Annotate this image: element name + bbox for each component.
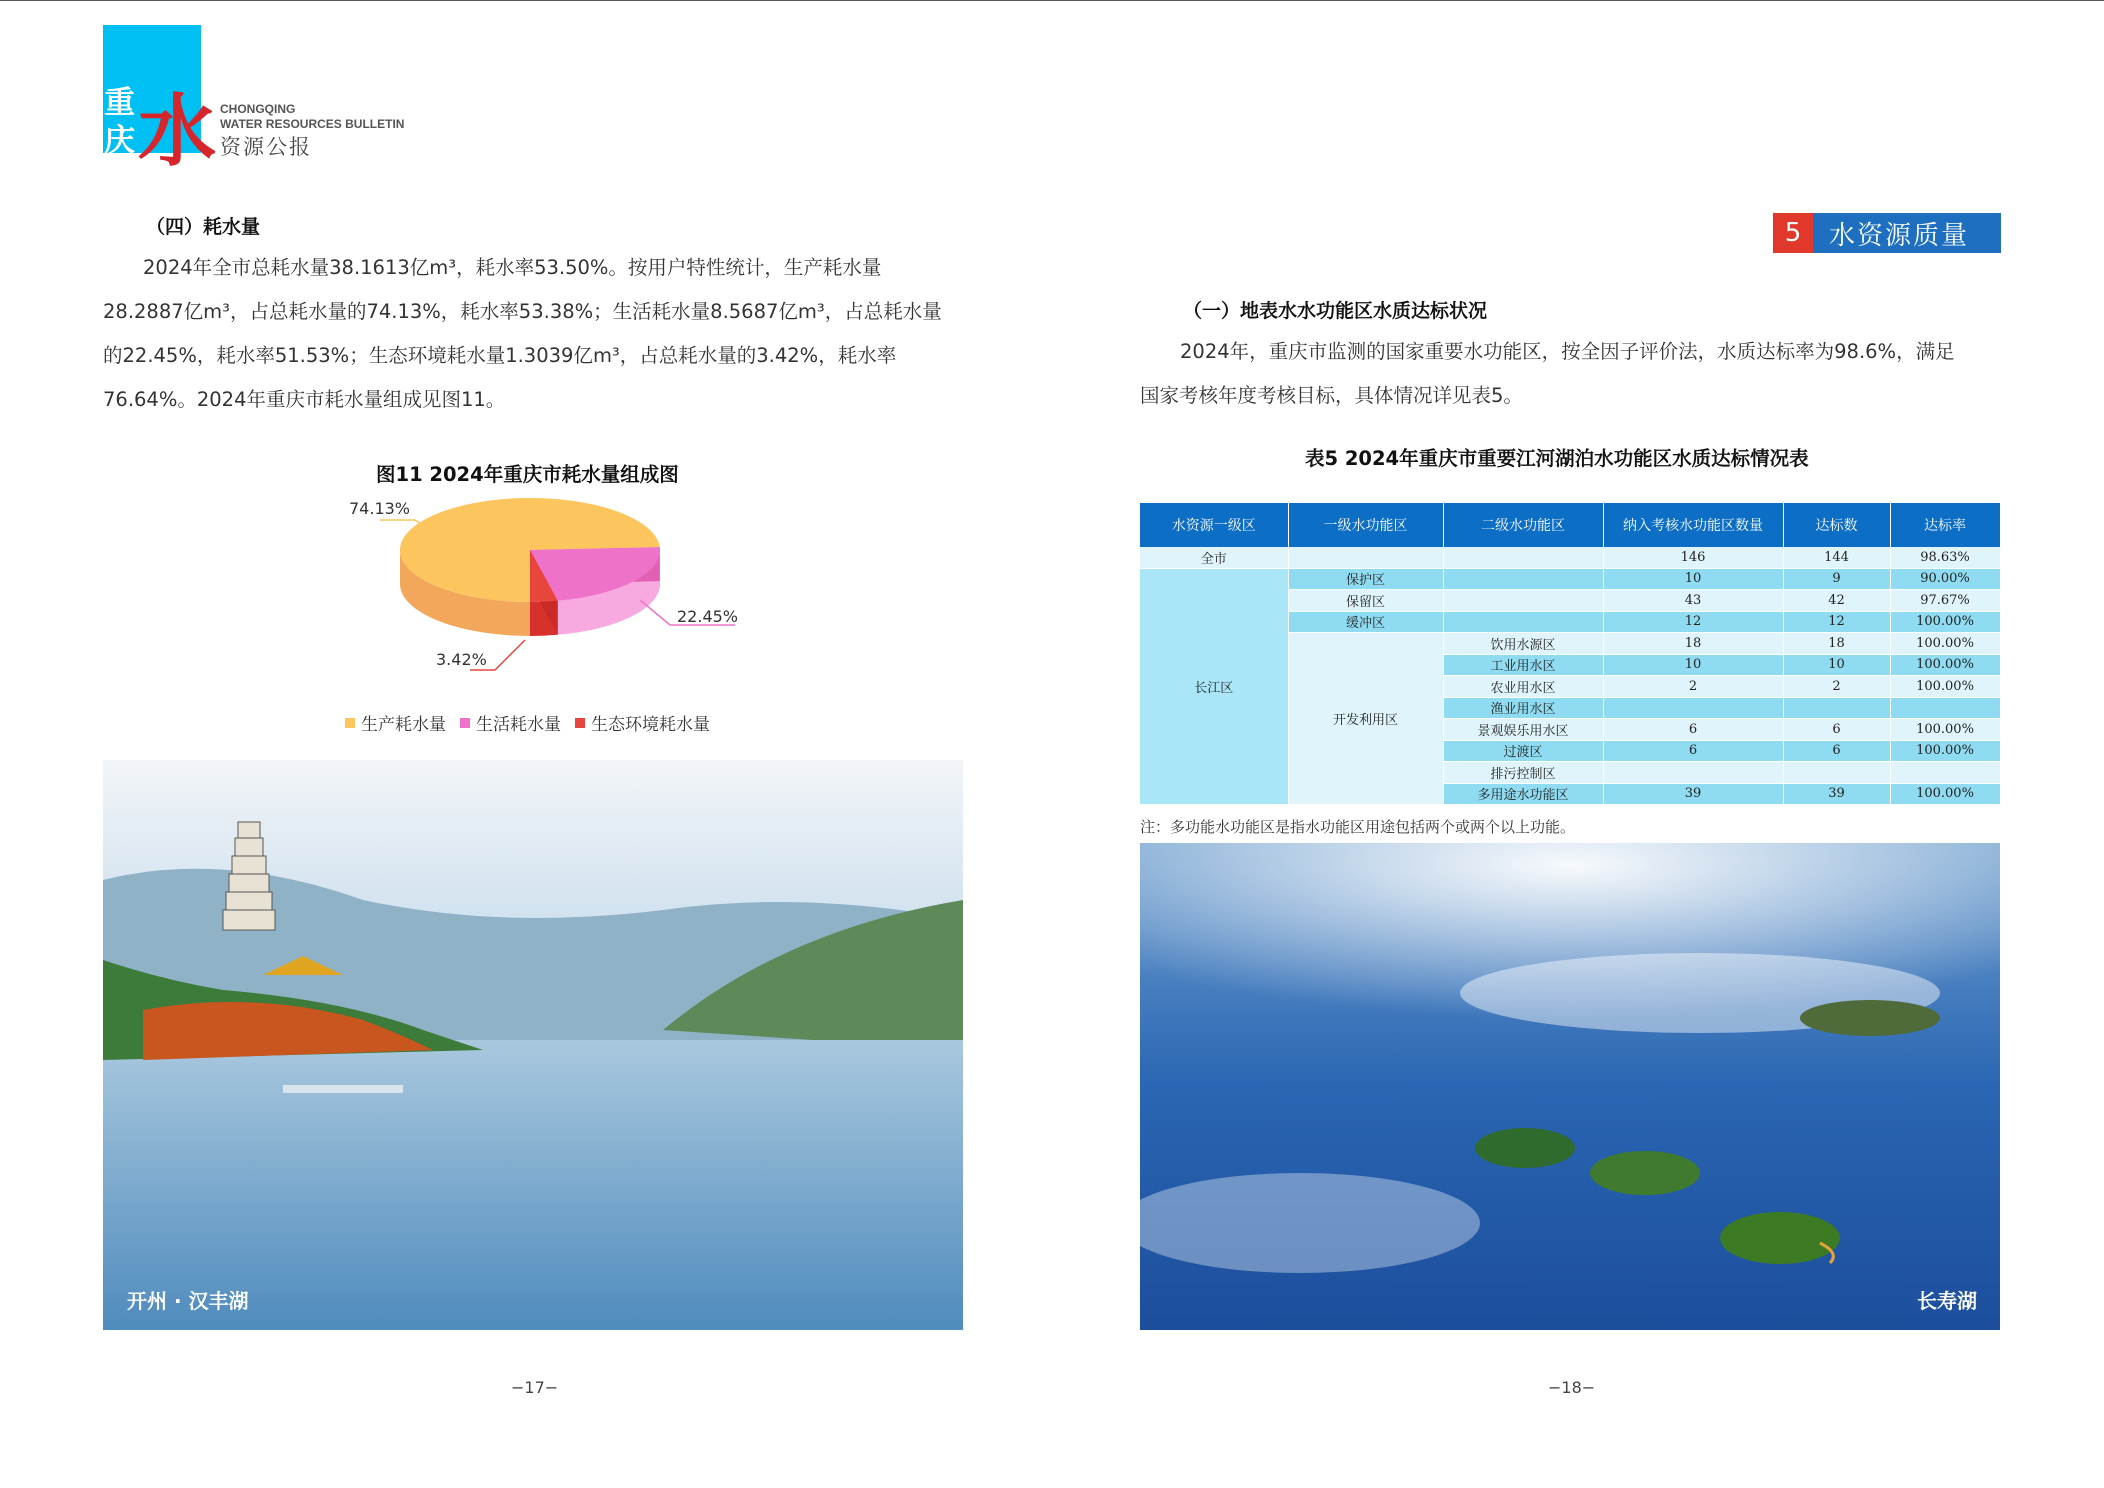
table-row: 开发利用区 饮用水源区 18 18 100.00% xyxy=(1140,633,2000,655)
logo-english: CHONGQING WATER RESOURCES BULLETIN xyxy=(220,102,405,131)
left-page-number: −17− xyxy=(511,1378,559,1397)
region-cell: 长江区 xyxy=(1140,568,1288,805)
chart-legend xyxy=(345,710,710,735)
water-quality-table xyxy=(1140,503,2001,805)
col-header-region: 水资源一级区 xyxy=(1140,503,1288,547)
pie-chart xyxy=(320,490,760,690)
col-header-count: 纳入考核水功能区数量 xyxy=(1603,503,1783,547)
table-row: 缓冲区 12 12 100.00% xyxy=(1140,611,2000,633)
table-row: 工业用水区 10 10 100.00% xyxy=(1140,654,2000,676)
photo-changshou-lake xyxy=(1140,843,2000,1330)
logo-subtitle: 资源公报 xyxy=(220,135,312,159)
table-note: 注：多功能水功能区是指水功能区用途包括两个或两个以上功能。 xyxy=(1140,818,1576,836)
legend-swatch-domestic xyxy=(460,718,470,728)
pie-label-0: 74.13% xyxy=(349,499,411,518)
logo-water-glyph: 水 xyxy=(138,86,217,177)
table-header-row xyxy=(1140,503,2000,547)
legend-item-production: 生产耗水量 xyxy=(345,710,446,735)
right-page-number: −18− xyxy=(1548,1378,1596,1397)
col-header-level1: 一级水功能区 xyxy=(1288,503,1443,547)
figure-title: 图11 2024年重庆市耗水量组成图 xyxy=(376,463,679,486)
col-header-passed: 达标数 xyxy=(1783,503,1890,547)
section-number: 5 xyxy=(1773,213,1813,253)
legend-item-domestic: 生活耗水量 xyxy=(460,710,561,735)
table-row-total: 全市 146 144 98.63% xyxy=(1140,547,2000,568)
section-header xyxy=(1773,213,2001,253)
right-heading: （一）地表水水功能区水质达标状况 xyxy=(1183,300,1488,322)
right-paragraph: 2024年，重庆市监测的国家重要水功能区，按全因子评价法，水质达标率为98.6%，满足 国家考核年度考核目标，具体情况详见表5。 xyxy=(1140,340,1955,407)
table-row: 保留区 43 42 97.67% xyxy=(1140,590,2000,612)
table-row: 长江区 保护区 10 9 90.00% xyxy=(1140,568,2000,590)
table-row: 景观娱乐用水区 6 6 100.00% xyxy=(1140,719,2000,741)
top-border xyxy=(0,0,2104,1)
table-row: 排污控制区 xyxy=(1140,762,2000,784)
table-row: 过渡区 6 6 100.00% xyxy=(1140,740,2000,762)
pie-label-1: 22.45% xyxy=(677,607,739,626)
dev-zone-cell: 开发利用区 xyxy=(1288,633,1443,805)
legend-swatch-production xyxy=(345,718,355,728)
table-title: 表5 2024年重庆市重要江河湖泊水功能区水质达标情况表 xyxy=(1305,447,1809,470)
left-photo-caption: 开州 · 汉丰湖 xyxy=(127,1289,249,1313)
table-row: 渔业用水区 xyxy=(1140,697,2000,719)
legend-item-ecological: 生态环境耗水量 xyxy=(575,710,710,735)
section-title: 水资源质量 xyxy=(1813,213,2001,253)
legend-swatch-ecological xyxy=(575,718,585,728)
table-row: 农业用水区 2 2 100.00% xyxy=(1140,676,2000,698)
logo-city-text: 重庆市 xyxy=(104,85,135,197)
col-header-level2: 二级水功能区 xyxy=(1443,503,1603,547)
left-heading: （四）耗水量 xyxy=(146,216,261,238)
right-photo-caption: 长寿湖 xyxy=(1917,1289,1977,1313)
col-header-rate: 达标率 xyxy=(1890,503,2000,547)
table-row: 多用途水功能区 39 39 100.00% xyxy=(1140,783,2000,805)
photo-hanfeng-lake xyxy=(103,760,963,1330)
left-paragraph: 2024年全市总耗水量38.1613亿m³，耗水率53.50%。按用户特性统计，生产耗水量 28.2887亿m³，占总耗水量的74.13%，耗水率53.38%；生活耗水量8.5687亿m³，占总耗水量 的22.45%，耗水率51.53%；生态环境耗水量1.3039亿m³，占总耗水量的3.42%，耗水率 76.64%。2024年重庆市耗水量组成见图11。 xyxy=(103,256,942,411)
pie-label-2: 3.42% xyxy=(436,650,487,669)
